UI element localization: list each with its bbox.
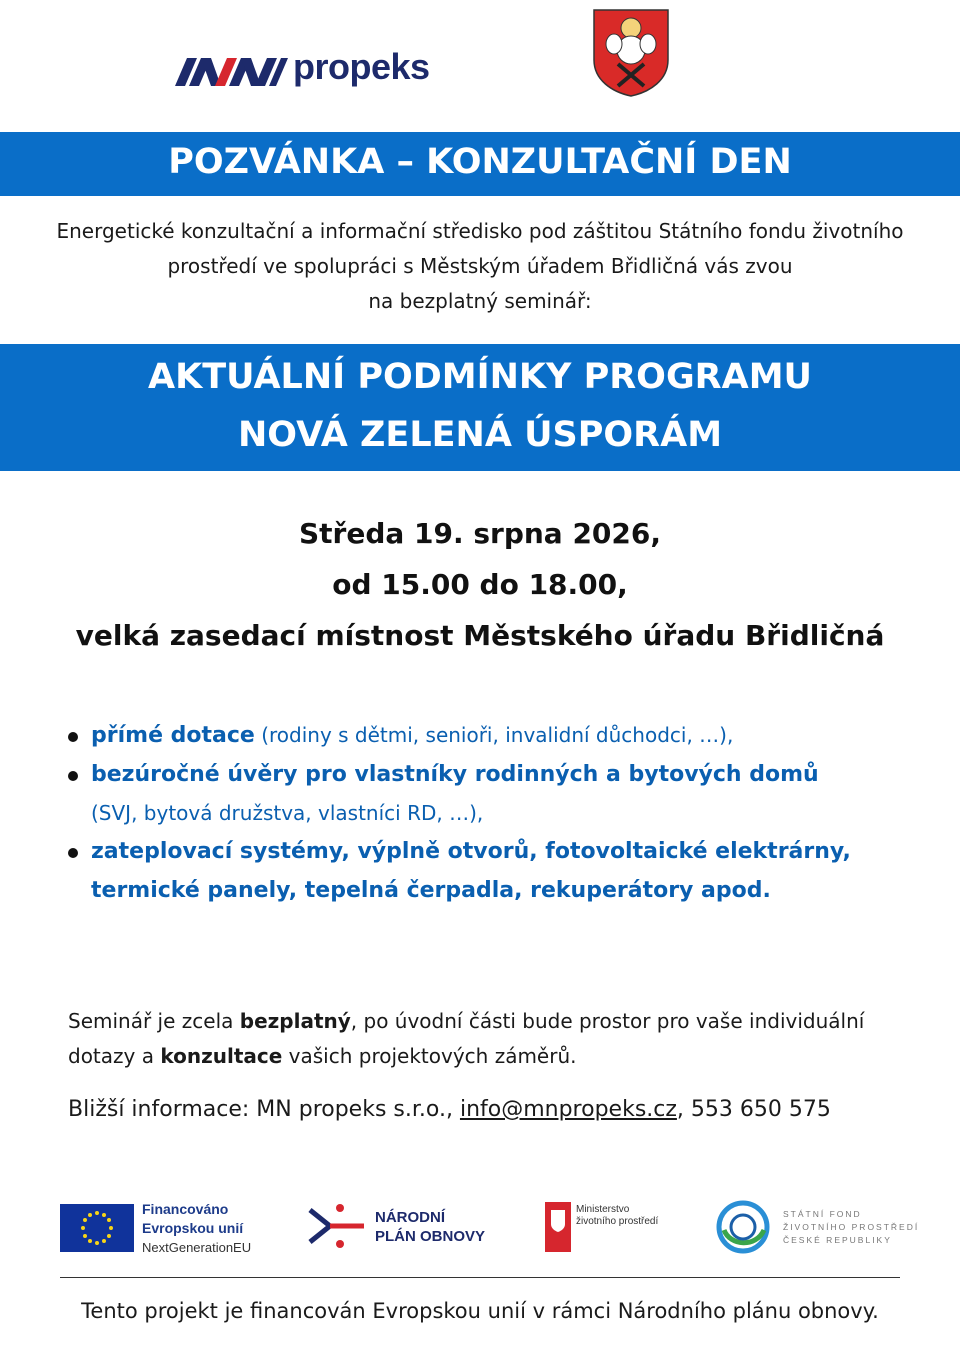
event-place: velká zasedací místnost Městského úřadu Břidličná [75, 619, 885, 652]
sfzp-line-1: STÁTNÍ FOND [783, 1209, 862, 1219]
list-item [66, 755, 926, 794]
page-title: POZVÁNKA – KONZULTAČNÍ DEN [168, 142, 792, 182]
contact-info [68, 1092, 928, 1128]
seminar-text: vašich projektových záměrů. [282, 1044, 577, 1068]
contact-prefix: Bližší informace: MN propeks s.r.o., [68, 1097, 460, 1122]
eu-funding-text [142, 1200, 251, 1257]
event-time: od 15.00 do 18.00, [332, 568, 628, 601]
npo-logo-icon [306, 1200, 368, 1252]
program-title-line-1: AKTUÁLNÍ PODMÍNKY PROGRAMU [148, 357, 812, 397]
topic-list [66, 716, 926, 910]
ministry-text [576, 1204, 658, 1228]
footer-text: Tento projekt je financován Evropskou unií v rámci Národního plánu obnovy. [81, 1299, 879, 1323]
title-band [0, 132, 960, 196]
npo-text [375, 1208, 485, 1246]
seminar-bold-free: bezplatný [239, 1009, 351, 1033]
list-item [66, 716, 926, 755]
list-item-sub: (SVJ, bytová družstva, vlastníci RD, …), [91, 801, 484, 825]
sfzp-logo-icon [716, 1200, 770, 1254]
intro-line-3: na bezplatný seminář: [368, 289, 592, 313]
seminar-paragraph [68, 1004, 908, 1074]
event-details [0, 508, 960, 661]
seminar-text: dotazy a [68, 1044, 161, 1068]
seminar-text: Seminář je zcela [68, 1009, 240, 1033]
list-item-bold: bezúročné úvěry pro vlastníky rodinných a bytových domů [91, 762, 819, 787]
program-title-line-2: NOVÁ ZELENÁ ÚSPORÁM [237, 415, 723, 455]
npo-line-2: PLÁN OBNOVY [375, 1228, 486, 1245]
contact-phone: , 553 650 575 [676, 1097, 831, 1122]
list-item-note: (rodiny s dětmi, senioři, invalidní důchodci, …), [254, 723, 734, 747]
eu-line-3: NextGenerationEU [142, 1240, 252, 1255]
seminar-text: , po úvodní části bude prostor pro vaše individuální [350, 1009, 865, 1033]
event-date: Středa 19. srpna 2026, [298, 517, 662, 550]
ministry-logo-icon [545, 1202, 571, 1252]
list-item-bold: přímé dotace [91, 723, 255, 748]
list-item-continuation [66, 871, 926, 910]
city-crest-icon [592, 8, 670, 98]
intro-paragraph [0, 214, 960, 319]
intro-line-2: prostředí ve spolupráci s Městským úřadem Břidličná vás zvou [167, 254, 793, 278]
list-item-bold: zateplovací systémy, výplně otvorů, fotovoltaické elektrárny, [91, 839, 851, 864]
sfzp-text [783, 1208, 919, 1247]
program-band [0, 344, 960, 471]
npo-line-1: NÁRODNÍ [375, 1209, 445, 1226]
eu-flag-icon [60, 1204, 134, 1252]
footer-divider [60, 1277, 900, 1278]
email-link[interactable]: info@mnpropeks.cz [459, 1097, 677, 1122]
logo-text: propeks [293, 46, 430, 87]
sfzp-line-2: ŽIVOTNÍHO PROSTŘEDÍ [783, 1222, 920, 1232]
mn-logo-icon [175, 52, 290, 92]
ministry-line-2: životního prostředí [576, 1216, 659, 1227]
sfzp-line-3: ČESKÉ REPUBLIKY [783, 1235, 892, 1245]
list-item [66, 832, 926, 871]
bullet-icon [68, 848, 78, 858]
ministry-line-1: Ministerstvo [576, 1204, 630, 1215]
eu-line-2: Evropskou unií [142, 1220, 244, 1236]
seminar-bold-consult: konzultace [160, 1044, 283, 1068]
bullet-icon [68, 771, 78, 781]
list-item-sub: termické panely, tepelná čerpadla, rekuperátory apod. [91, 878, 771, 903]
intro-line-1: Energetické konzultační a informační středisko pod záštitou Státního fondu životního [56, 219, 904, 243]
mn-propeks-logo [175, 48, 450, 92]
eu-line-1: Financováno [142, 1201, 229, 1217]
bullet-icon [68, 732, 78, 742]
